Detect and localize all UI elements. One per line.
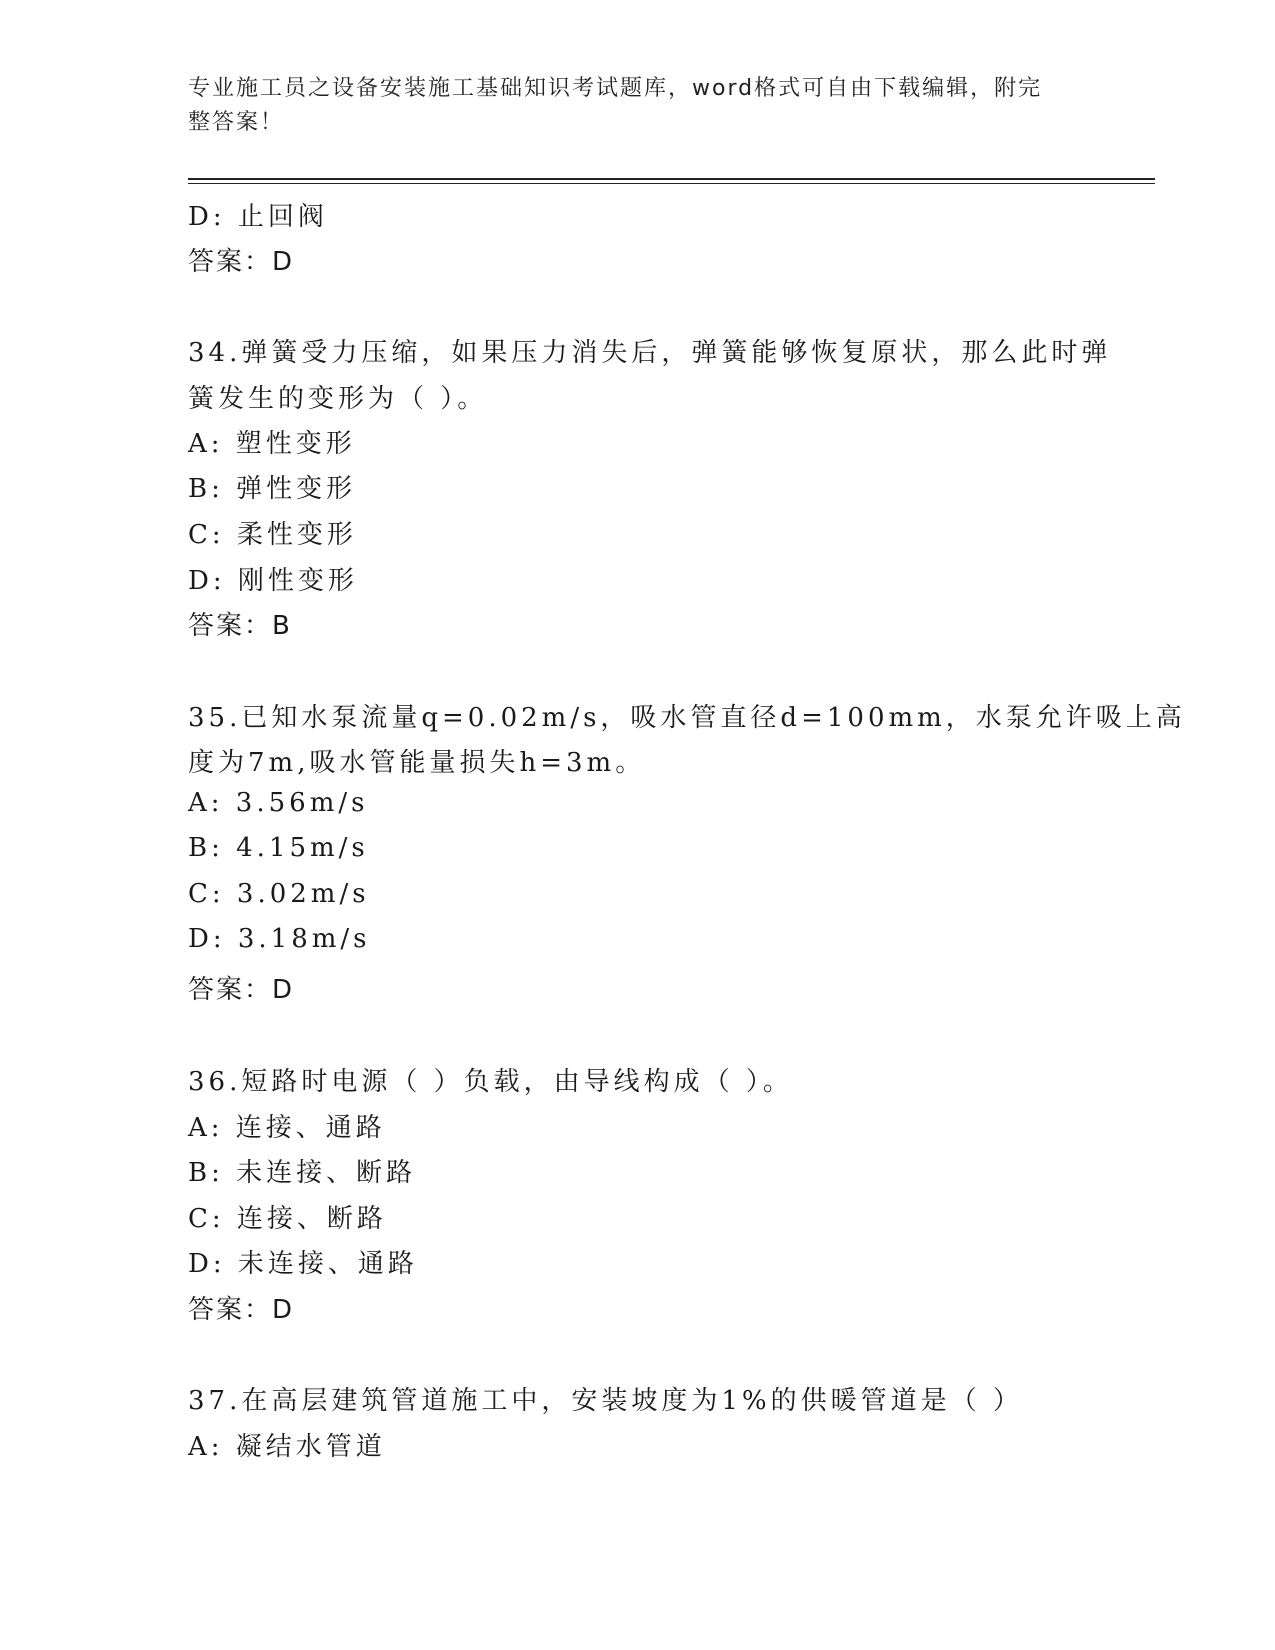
option-line: A: 连接、通路: [188, 1113, 386, 1143]
question-text: 34.弹簧受力压缩，如果压力消失后，弹簧能够恢复原状，那么此时弹: [188, 338, 1112, 368]
option-line: D: 3.18m/s: [188, 924, 371, 954]
question-text: 36.短路时电源（ ）负载，由导线构成（ ）。: [188, 1067, 793, 1097]
option-line: B: 未连接、断路: [188, 1158, 417, 1188]
option-line: C: 连接、断路: [188, 1204, 387, 1234]
header-divider-thick: [188, 178, 1155, 180]
question-text: 簧发生的变形为（ ）。: [188, 384, 488, 414]
option-line: B: 4.15m/s: [188, 833, 369, 863]
option-line: C: 3.02m/s: [188, 879, 370, 909]
question-text: 度为7m,吸水管能量损失h=3m。: [188, 748, 646, 778]
answer-line: 答案：D: [188, 247, 295, 277]
option-line: D: 刚性变形: [188, 566, 358, 596]
option-line: A: 3.56m/s: [188, 788, 369, 818]
document-header: [188, 72, 1068, 140]
option-line: D: 止回阀: [188, 202, 328, 232]
question-text: 37.在高层建筑管道施工中，安装坡度为1%的供暖管道是（ ）: [188, 1386, 1023, 1416]
option-line: B: 弹性变形: [188, 474, 357, 504]
option-line: A: 凝结水管道: [188, 1432, 386, 1462]
question-text: 35.已知水泵流量q=0.02m/s，吸水管直径d=100mm，水泵允许吸上高: [188, 703, 1186, 733]
option-line: A: 塑性变形: [188, 429, 356, 459]
option-line: D: 未连接、通路: [188, 1249, 418, 1279]
header-line-2: 整答案！: [188, 110, 285, 135]
answer-line: 答案：D: [188, 975, 295, 1005]
answer-line: 答案：B: [188, 611, 292, 641]
option-line: C: 柔性变形: [188, 520, 357, 550]
answer-line: 答案：D: [188, 1295, 295, 1325]
header-line-1: 专业施工员之设备安装施工基础知识考试题库，word格式可自由下载编辑，附完: [188, 76, 1043, 101]
header-divider-thin: [188, 183, 1155, 184]
